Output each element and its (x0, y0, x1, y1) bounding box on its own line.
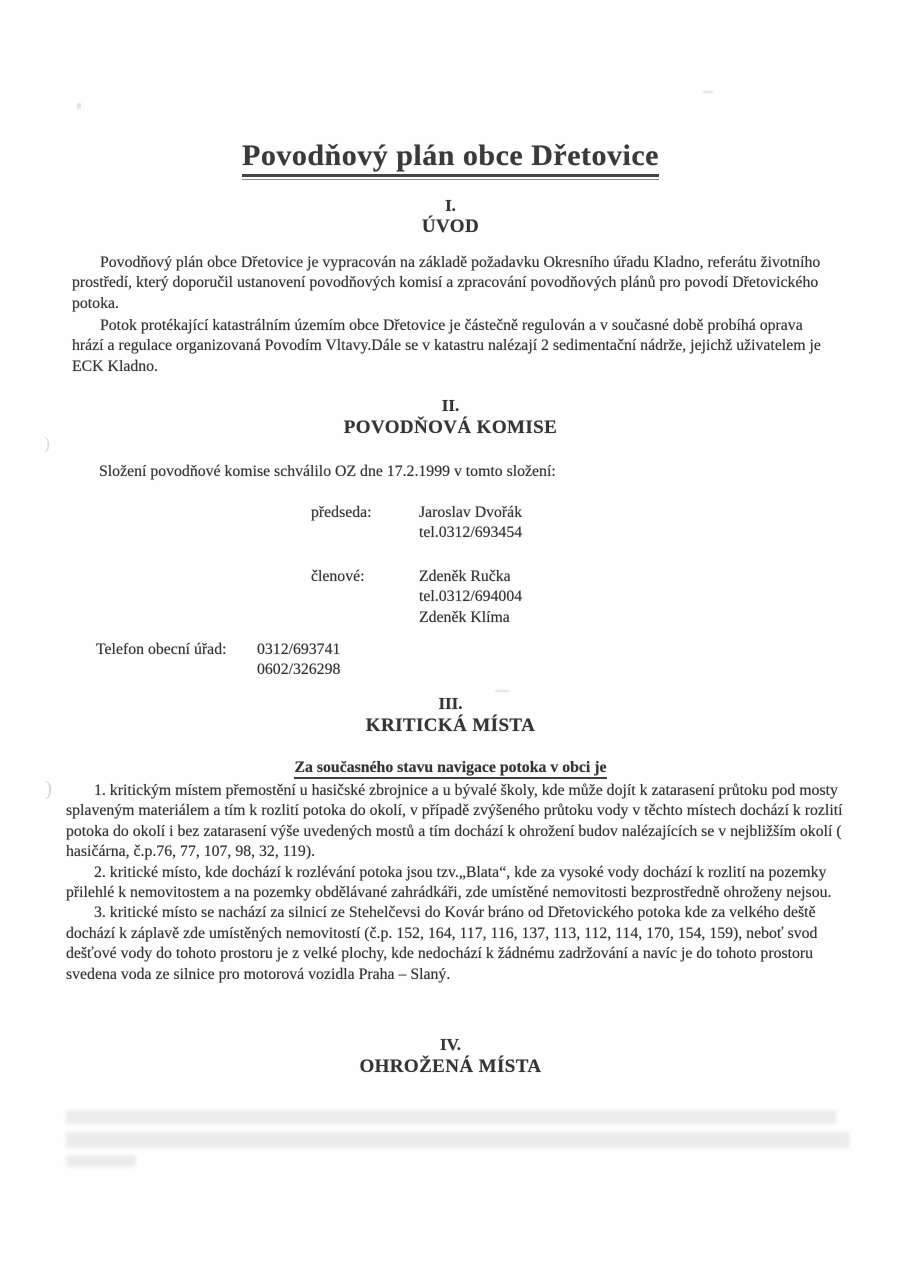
section-3-number: III. (438, 694, 463, 713)
section-2-heading: POVODŇOVÁ KOMISE (343, 417, 558, 438)
section-4-heading: OHROŽENÁ MÍSTA (359, 1056, 542, 1077)
critical-paragraph-2: 2. kritické místo, kde dochází k rozlévání potoka jsou tzv.„Blata“, kde za vysoké vody dochází k rozlití na pozemky přilehlé k nemovitostem a na pozemky obdělávané zahrádkáři, zde umístěné nemovitosti bezprostředně ohroženy nejsou. (66, 863, 832, 902)
critical-places-paragraphs (66, 781, 848, 985)
intro-paragraph-1 (72, 253, 834, 314)
members-label: členové: (311, 568, 365, 585)
scan-speck (495, 690, 509, 692)
chairman-label: předseda: (311, 504, 372, 521)
paragraph-text: Povodňový plán obce Dřetovice je vypracován na základě požadavku Okresního úřadu Kladno, referátu životního prostředí, který doporučil ustanovení povodňových komisí a zpracování povodňových plánů pro povodí Dřetovického potoka. (72, 254, 821, 312)
critical-paragraph-1: 1. kritickým místem přemostění u hasičské zbrojnice a u bývalé školy, kde může dojít k zatarasení průtoku pod mosty splaveným materiálem a tím k rozlití potoka do okolí, v případě zvýšeného průtoku vody v těchto místech dochází k rozlití potoka do okolí i bez zatarasení výše uvedených mostů a tím dochází k ohrožení budov nalézajících se v nejbližším okolí ( hasičárna, č.p.76, 77, 107, 98, 32, 119). (66, 782, 843, 861)
members-details (419, 567, 522, 628)
paragraph-text: Potok protékající katastrálním územím obce Dřetovice je částečně regulován a v současné době probíhá oprava hrází a regulace organizovaná Povodím Vltavy.Dále se v katastru nalézají 2 sedimentační nádrže, jejichž uživatelem je ECK Kladno. (72, 317, 821, 375)
intro-paragraph-2 (72, 316, 834, 377)
document-title: Povodňový plán obce Dřetovice (0, 139, 901, 180)
section-4-number: IV. (440, 1035, 461, 1054)
office-phone-label: Telefon obecní úřad: (96, 641, 227, 658)
member-phone: tel.0312/694004 (419, 588, 523, 606)
scan-speck: ) (45, 776, 52, 800)
section-3-heading: KRITICKÁ MÍSTA (365, 715, 536, 736)
scan-speck (703, 91, 713, 93)
office-phone-number: 0602/326298 (257, 661, 341, 679)
section-1-number: I. (445, 196, 456, 215)
subheading-text: Za současného stavu navigace potoka v obci je (294, 759, 606, 779)
paragraph-text: Složení povodňové komise schválilo OZ dne 17.2.1999 v tomto složení: (99, 463, 556, 480)
chairman-phone: tel.0312/693454 (419, 524, 523, 542)
office-phone-numbers (257, 640, 340, 681)
chairman-name: Jaroslav Dvořák (419, 504, 523, 521)
section-1-heading: ÚVOD (421, 216, 480, 237)
scan-speck (77, 103, 81, 109)
committee-intro (99, 462, 819, 482)
section-3-subheading (0, 759, 901, 777)
member-name: Zdeněk Ručka (419, 568, 511, 585)
member-name: Zdeněk Klíma (419, 608, 510, 626)
chairman-details (419, 503, 522, 544)
critical-paragraph-3: 3. kritické místo se nachází za silnicí ze Stehelčevsi do Kovár bráno od Dřetovického potoka kde za velkého deště dochází k záplavě zde umístěných nemovitostí (č.p. 152, 164, 117, 116, 137, 113, 112, 114, 170, 154, 159), neboť svod dešťové vody do tohoto prostoru je z velké plochy, kde nedochází k žádnému zadržování a navíc je do tohoto prostoru svedena voda ze silnice pro motorová vozidla Praha – Slaný. (66, 904, 818, 983)
office-phone-number: 0312/693741 (257, 641, 341, 658)
scan-speck: ) (44, 433, 50, 453)
section-2-number: II. (441, 396, 460, 415)
